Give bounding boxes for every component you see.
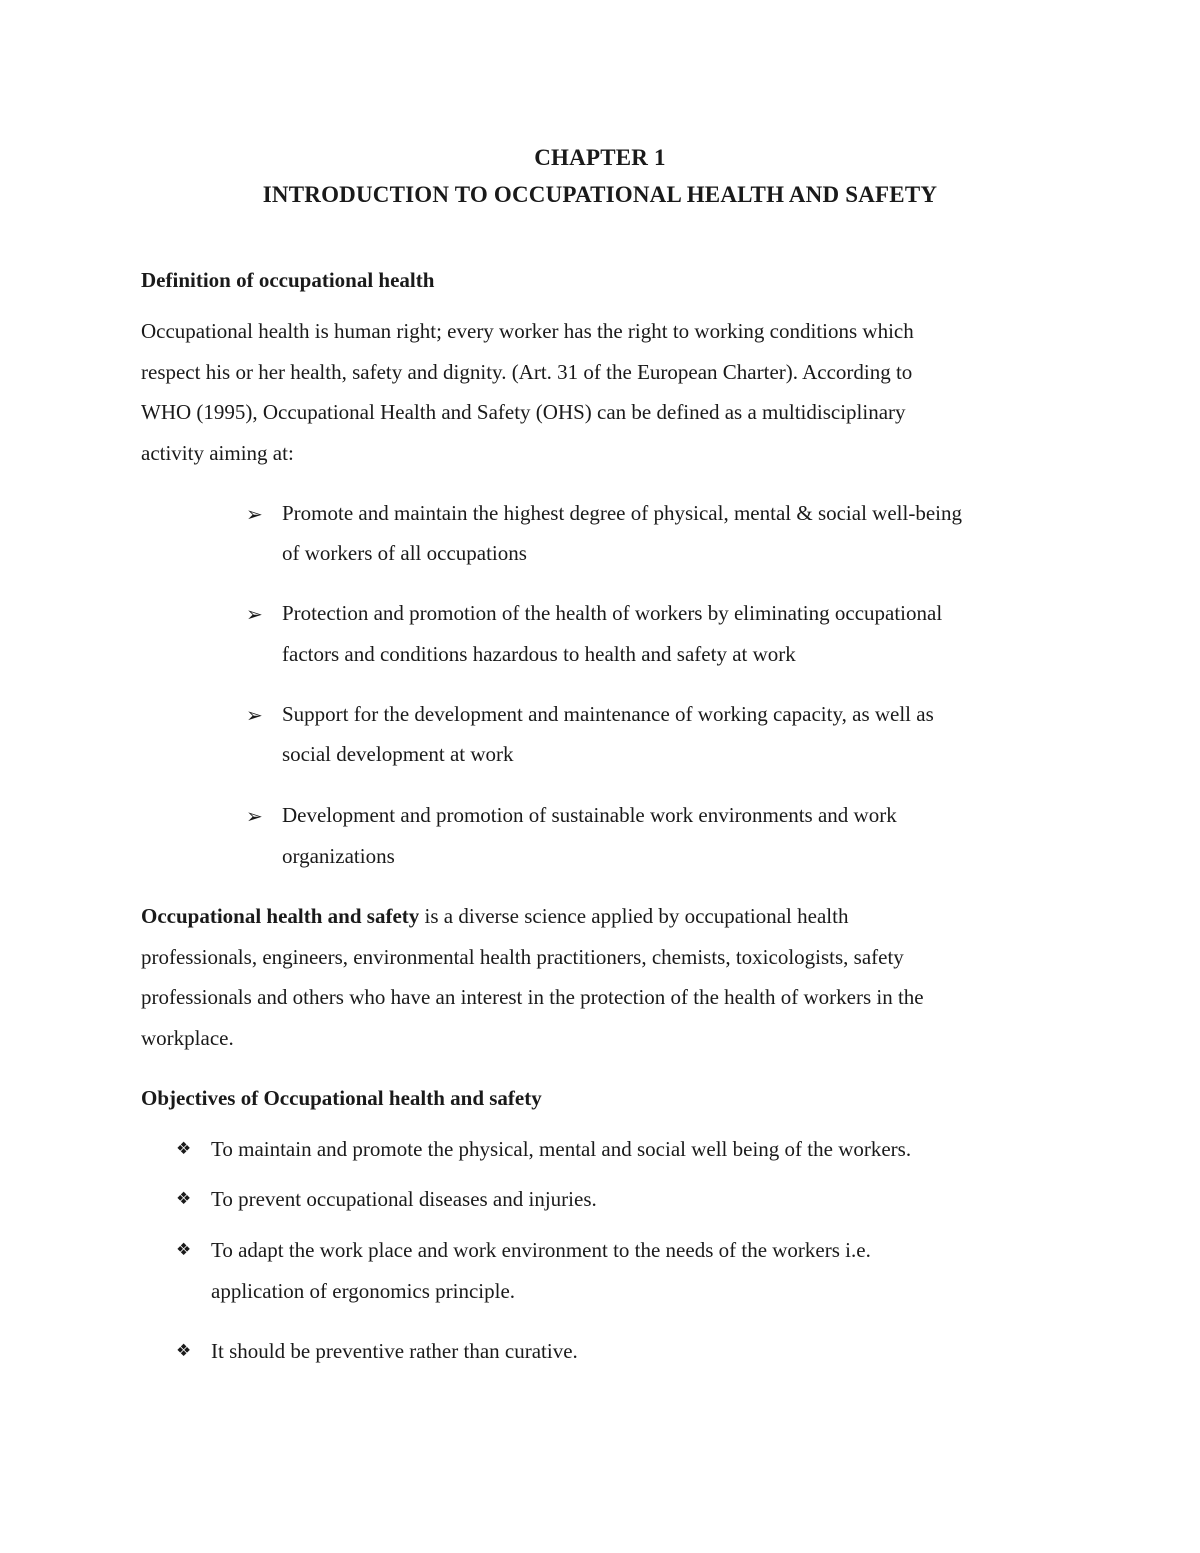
aim-item-line: social development at work bbox=[282, 742, 514, 766]
diamond-bullet-icon: ❖ bbox=[176, 1139, 192, 1159]
chapter-title: INTRODUCTION TO OCCUPATIONAL HEALTH AND SAFETY bbox=[262, 182, 938, 207]
diamond-bullet-icon: ❖ bbox=[176, 1189, 192, 1209]
definition-paragraph-line: respect his or her health, safety and dignity. (Art. 31 of the European Charter). According to bbox=[141, 360, 913, 384]
aim-item-line: factors and conditions hazardous to health and safety at work bbox=[282, 642, 796, 666]
arrow-bullet-icon: ➢ bbox=[246, 804, 263, 828]
diamond-bullet-icon: ❖ bbox=[176, 1240, 192, 1260]
aim-item-line: Development and promotion of sustainable work environments and work bbox=[282, 803, 897, 827]
aim-item-line: of workers of all occupations bbox=[282, 541, 527, 565]
definition-paragraph-line: activity aiming at: bbox=[141, 441, 294, 465]
definition-paragraph-line: WHO (1995), Occupational Health and Safety (OHS) can be defined as a multidisciplinary bbox=[141, 400, 906, 424]
objective-item-line: application of ergonomics principle. bbox=[211, 1279, 516, 1303]
ohs-bold-term: Occupational health and safety bbox=[141, 904, 420, 928]
objective-item-line: To prevent occupational diseases and injuries. bbox=[211, 1187, 597, 1211]
aim-item-line: organizations bbox=[282, 844, 395, 868]
arrow-bullet-icon: ➢ bbox=[246, 502, 263, 526]
arrow-bullet-icon: ➢ bbox=[246, 703, 263, 727]
objectives-heading: Objectives of Occupational health and safety bbox=[141, 1086, 542, 1110]
aim-item-line: Support for the development and maintenance of working capacity, as well as bbox=[282, 702, 934, 726]
ohs-paragraph-line: professionals and others who have an interest in the protection of the health of workers in the bbox=[141, 985, 924, 1009]
objective-item-line: To adapt the work place and work environment to the needs of the workers i.e. bbox=[211, 1238, 871, 1262]
chapter-number: CHAPTER 1 bbox=[534, 145, 666, 170]
ohs-paragraph-line: professionals, engineers, environmental health practitioners, chemists, toxicologists, safety bbox=[141, 945, 904, 969]
ohs-paragraph-line bbox=[141, 904, 848, 929]
definition-heading: Definition of occupational health bbox=[141, 268, 435, 292]
ohs-line-rest: is a diverse science applied by occupational health bbox=[419, 904, 849, 928]
ohs-paragraph-line: workplace. bbox=[141, 1026, 234, 1050]
diamond-bullet-icon: ❖ bbox=[176, 1341, 192, 1361]
definition-paragraph-line: Occupational health is human right; every worker has the right to working conditions which bbox=[141, 319, 914, 343]
arrow-bullet-icon: ➢ bbox=[246, 602, 263, 626]
aim-item-line: Promote and maintain the highest degree of physical, mental & social well-being bbox=[282, 501, 962, 525]
objective-item-line: It should be preventive rather than curative. bbox=[211, 1339, 578, 1363]
aim-item-line: Protection and promotion of the health of workers by eliminating occupational bbox=[282, 601, 943, 625]
objective-item-line: To maintain and promote the physical, mental and social well being of the workers. bbox=[211, 1137, 912, 1161]
